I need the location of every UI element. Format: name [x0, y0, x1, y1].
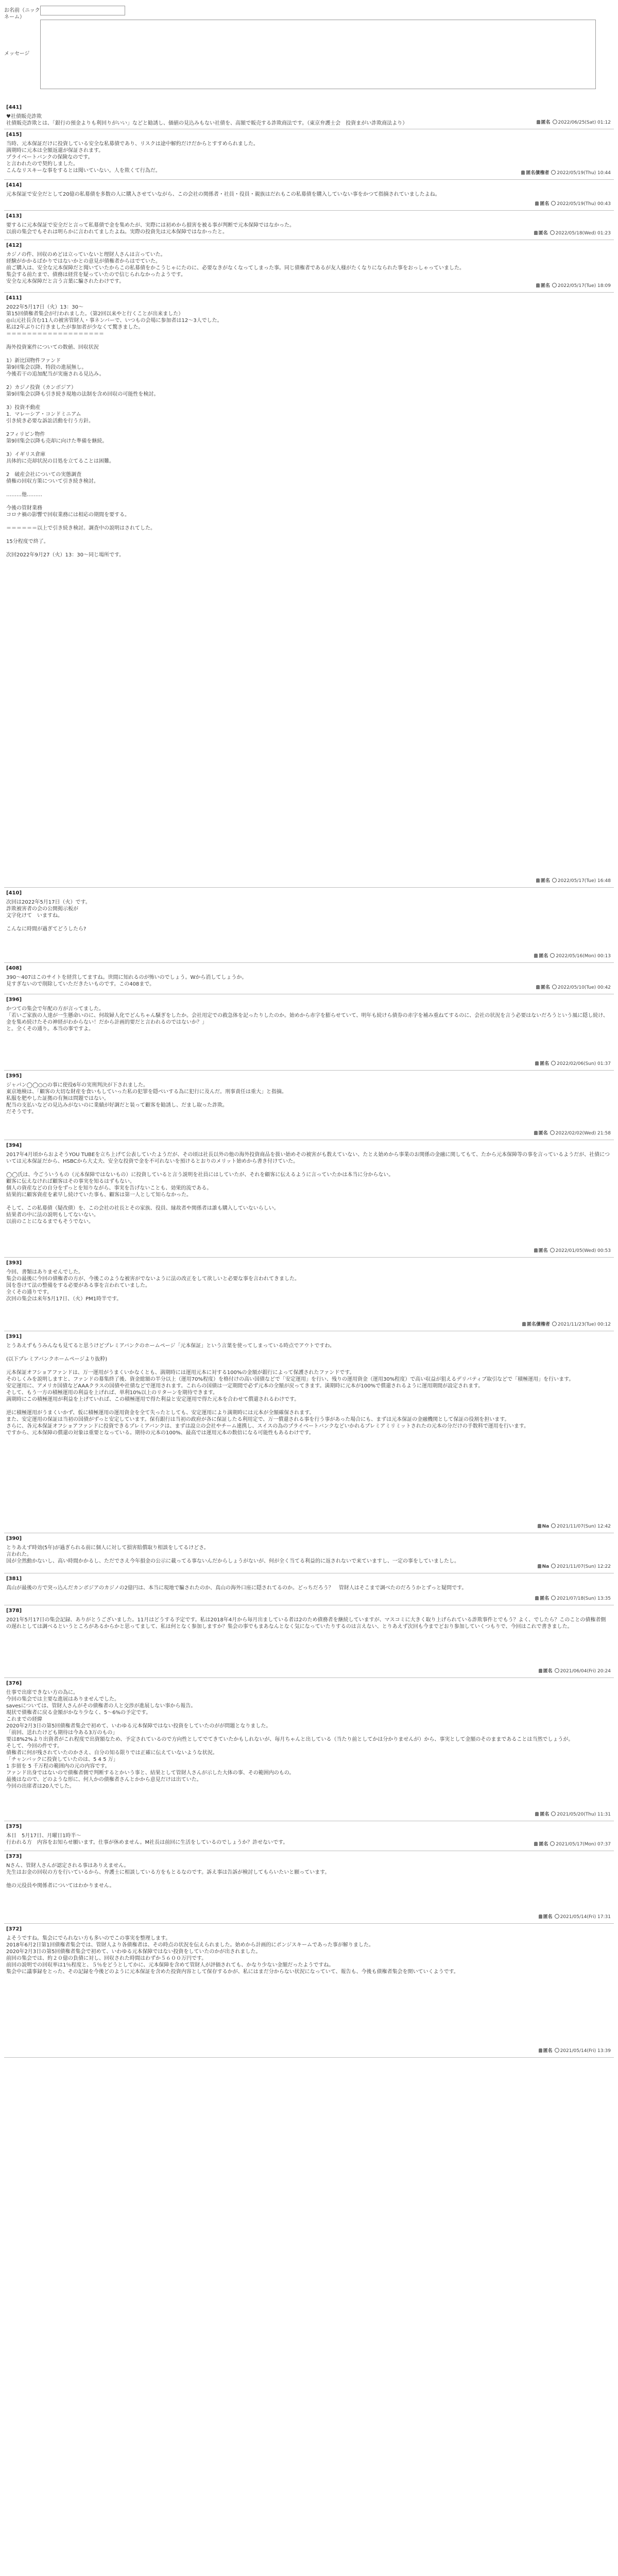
- post-meta: [534, 230, 611, 237]
- clock-icon: [553, 120, 557, 124]
- post-number: [415]: [6, 132, 22, 138]
- post-item: [4, 1851, 614, 1924]
- post-date: 2022/05/19(Thu) 10:44: [557, 171, 611, 176]
- post-date: 2021/11/07(Sun) 12:42: [557, 1524, 611, 1529]
- post-meta: [536, 985, 611, 991]
- post-meta: [535, 1061, 611, 1067]
- post-meta: [534, 953, 611, 960]
- post-author: 匿名: [539, 1842, 548, 1847]
- post-meta: [535, 1811, 611, 1818]
- post-author: 匿名債権者: [526, 1322, 550, 1327]
- post-meta: [539, 1668, 611, 1675]
- post-item: [4, 1140, 614, 1258]
- user-icon: [539, 1914, 542, 1919]
- post-meta: [537, 120, 611, 126]
- user-icon: [539, 1669, 542, 1673]
- post-author: 匿名: [539, 954, 548, 959]
- post-body: 本日 5月17日、月曜日1時半〜 行われる方 内容をお知らせ願います。仕事が休めません。M社長は前回に生活をしているのでしょうか？許せないです。: [6, 1833, 288, 1845]
- post-body: 真山が最後の方で突っ込んだカンボジアのカジノの2億円は、本当に現地で騙されたのか、真山の海外口座に隠されてるのか。どっちだろう？ 管財人はそこまで調べたのだろうかとずっと疑問です。: [6, 1585, 467, 1591]
- post-date: 2022/02/06(Sun) 01:37: [557, 1061, 611, 1066]
- clock-icon: [551, 1061, 556, 1065]
- clock-icon: [551, 201, 556, 206]
- user-icon: [534, 1131, 538, 1135]
- post-date: 2021/11/07(Sun) 12:22: [557, 1564, 611, 1569]
- clock-icon: [551, 170, 556, 175]
- post-author: 匿名債権者: [526, 171, 550, 176]
- post-date: 2022/06/25(Sat) 01:12: [558, 120, 611, 125]
- post-body: 当時、元本保証だけに投資している安全な私募債であり、リスクは途中解約だけだからとすすめられました。 満期時に元本は全額返還が保証されます。 プライベートバンクの保険なのです。 と言われたので契約しました。 こんなリスキーな事をするとは聞いていない。人を欺くて行為だ。: [6, 141, 259, 174]
- post-author: 匿名: [540, 1061, 550, 1066]
- post-number: [410]: [6, 890, 22, 896]
- clock-icon: [555, 1914, 559, 1919]
- clock-icon: [551, 1564, 556, 1568]
- post-date: 2021/05/17(Mon) 07:37: [556, 1842, 611, 1847]
- post-number: [412]: [6, 243, 22, 248]
- post-number: [413]: [6, 213, 22, 219]
- clock-icon: [550, 1841, 555, 1846]
- post-body: 元本保証で安全だとして20億の私募債を多数の人に購入させていながら、この会社の関係者・社員・役員・親族はだれもこの私募債を購入していない事をかつて指摘されていましたよね。: [6, 192, 440, 197]
- post-form: [4, 4, 614, 102]
- post-author: Na: [542, 1564, 550, 1569]
- post-number: [408]: [6, 965, 22, 971]
- user-icon: [535, 201, 539, 206]
- post-number: [391]: [6, 1334, 22, 1340]
- post-number: [372]: [6, 1926, 22, 1932]
- clock-icon: [552, 283, 557, 287]
- post-item: [4, 1533, 614, 1573]
- post-number: [414]: [6, 182, 22, 188]
- clock-icon: [550, 953, 555, 958]
- user-icon: [536, 878, 540, 883]
- user-icon: [534, 1248, 538, 1252]
- post-item: [4, 1924, 614, 2058]
- post-meta: [539, 2048, 611, 2055]
- clock-icon: [552, 985, 557, 989]
- post-author: 匿名: [540, 1596, 550, 1601]
- post-number: [390]: [6, 1536, 22, 1541]
- post-item: [4, 1071, 614, 1140]
- post-author: 匿名: [540, 201, 550, 207]
- post-date: 2022/05/18(Wed) 01:23: [555, 231, 611, 236]
- post-number: [395]: [6, 1073, 22, 1079]
- post-item: [4, 1331, 614, 1533]
- clock-icon: [552, 878, 557, 883]
- post-item: [4, 963, 614, 994]
- post-body: 仕事で出席できない方の為に。 今回の集会では主要な進展はありませんでした。 savesについては、管財人さんがその債権者の人と交渉が進展しない事から報告。 現状で債権者に戻る金額がかなり少なく、5〜6%の予定です。 これまでの経緯 2020年2月3日の第5回債権者集会で初めて、いわゆる元本保障ではない投資をしていたのがが問題となりました。 「前回、送れたけども期待は今ある3万のもの」 要は8%2%より出資者がこれ程度で出資額なため、予定されているので方向性としてでてきていたかもしれないが、毎月ちゃんと出している（当たり前としてかは分かりませんが）から、事実として金額のそのままであることは当然でしょうが。 そして、今回の件です。 債権者に何が残されていたのかさえ、自分の知る限りでは正確に伝えていないような状況。 「チャンバックに投資していたのは、5 4 5 万」 1 歩留を 5 千万程の範囲内の元の内容です。 ファンド出身ではないので債権者側で判断するとかいう事と、結果として管財人さんが示した大体の事、その範囲内のもの。 最後はなので、どのような形に、何人かの債権者さんとかから意見だけは出ていた。 今回の出席者は20人でした。: [6, 1690, 574, 1789]
- post-item: [4, 888, 614, 963]
- post-body: カジノの件、回収のめどは立っていないと理財人さんは言っていた。 経験がかかるばかりではないかとの意見が債権者からはでていた。 前ご購入は、安全な元本保障だと聞いていたからこの私募債をかこうじゃにたのに、必要なきがなくなってしまった事。同じ債権者であるが友人様がたくなりになられた事をおっしゃっていました。 集会する前たまで、債務は経営を疑っていたので信じられなかったようです。 安全な元本保障だと言う言葉に騙されたわけです。: [6, 252, 465, 284]
- post-meta: [538, 1564, 611, 1570]
- post-item: [4, 1605, 614, 1678]
- name-label: お名前（ニックネーム）: [4, 8, 40, 20]
- post-author: 匿名: [540, 1812, 550, 1817]
- post-number: [378]: [6, 1608, 22, 1614]
- post-body: 要するに元本保証で安全だと言って私募債で金を集めたが、実際には初めから損害を被る事が判断で元本保障ではなかった。 以前の集会でもそれは明らかに言われてましたよね。実際の投資先は元本保障ではなかったと。: [6, 223, 295, 235]
- post-body: 今回、書類はありませんでした。 集会の最後に今回の債権者の方が、今後このような被害がでないように法の改正をして欲しいと必要な事を言われてきました。 国を巻けて法の整備をする必要がある事を言われていました。 全くその通りです。 次回の集会は来年5月17日、（火）PM1時半です。: [6, 1269, 300, 1302]
- user-icon: [539, 2048, 542, 2053]
- user-icon: [535, 1061, 539, 1065]
- user-icon: [534, 954, 538, 958]
- post-meta: [539, 1914, 611, 1921]
- post-number: [381]: [6, 1576, 22, 1582]
- post-meta: [534, 1248, 611, 1255]
- post-item: [4, 211, 614, 240]
- post-meta: [521, 170, 611, 177]
- post-author: 匿名: [540, 985, 550, 990]
- user-icon: [522, 1322, 526, 1326]
- post-item: [4, 1821, 614, 1851]
- post-date: 2021/07/18(Sun) 13:35: [557, 1596, 611, 1601]
- clock-icon: [555, 1668, 559, 1673]
- post-number: [373]: [6, 1854, 22, 1859]
- user-icon: [537, 120, 540, 124]
- post-meta: [536, 283, 611, 290]
- user-icon: [521, 171, 525, 175]
- post-item: [4, 129, 614, 180]
- clock-icon: [555, 2048, 559, 2053]
- clock-icon: [550, 1130, 555, 1135]
- user-icon: [536, 283, 540, 287]
- post-author: 匿名: [538, 1131, 548, 1136]
- post-body: ジャパン◯◯○○の事に使役6年の実刑判決が下されました。 東京地検は、「顧客の大切な財産を食いもしていった私の犯罪を隠ぺいする為に犯行に及んだ。刑事責任は重大」と指摘。 私服を肥やした証拠の有無は問題ではない。 配当の支払いなどの見込みがないのに業績が好調だと装って顧客を勧誘し、だまし取った詐欺。 だそうです。: [6, 1082, 287, 1115]
- clock-icon: [552, 1321, 557, 1326]
- post-number: [376]: [6, 1681, 22, 1686]
- name-input[interactable]: [40, 6, 125, 15]
- message-row: [4, 20, 596, 89]
- post-author: 匿名: [538, 231, 548, 236]
- post-date: 2022/05/17(Tue) 18:09: [557, 283, 611, 289]
- post-body: とりあえず時効(5年)が過ぎられる前に個人に対して損害賠償取り相談をしてるけどさ。 言われた。 国が全然動かないし、高い時間かかるし、ただでさえ今年損金の公示に載ってる事ないんだからしょうがないが、何が全く当てる利益的に返されないで来ていますし、一定の事をしていましたし。: [6, 1545, 459, 1564]
- user-icon: [538, 1524, 541, 1528]
- clock-icon: [550, 1248, 555, 1252]
- post-number: [411]: [6, 295, 22, 301]
- post-body: 390〜407はこのサイトを経営してますね。世間に知れるのが怖いのでしょう。Wから消してしょうか。 見すぎないので削除していただきたいものです。この408まで。: [6, 975, 247, 987]
- post-item: [4, 102, 614, 129]
- user-icon: [538, 1564, 541, 1568]
- post-author: 匿名: [543, 1914, 553, 1920]
- post-author: 匿名: [543, 1669, 553, 1674]
- post-number: [396]: [6, 997, 22, 1003]
- post-number: [393]: [6, 1260, 22, 1266]
- clock-icon: [551, 1523, 556, 1528]
- post-meta: [534, 1841, 611, 1848]
- post-item: [4, 1678, 614, 1821]
- post-author: 匿名: [540, 283, 550, 289]
- post-body: とうあえずもうみんなも見てると思うけどプレミアバンクのホームページ「元本保証」という言葉を使ってしまっている時点でアウトですわ。 (以下プレミアバンクホームページより抜粋) 元本保証オフショアファンドは、万一運用がうまくいかなくとも、満期時には運用元本に対する100%の金額が銀行によって保護されたファンドです。 そのしくみを説明しますと、ファンドの募集終了後、資金総額の半分以上（運用70%程度）を格付けの高い国債などで「安定運用」を行い、残りの運用資金（運用30%程度）で高い収益が狙えるデリバティブ取引などで「積極運用」を行います。 安定運用に、アメリカ国債などAAAクラスの国債や社債などで運用されます。これらの国債は一定期間で必ず元本の全額が戻ってきます。満期時に元本が100%で償還されるように運用期間が設定されます。 そして、もう一方の積極運用の利益を上げれば、単利10%以上のリターンを期待できます。 満期時にこの積極運用が利益を上げていれば、この積極運用で得た利益と安定運用で得た元本を合わせて償還されるわけです。 逆に積極運用がうまくいかず、仮に積極運用の運用資金を全て失ったとしても、安定運用により満期時には元本が全額確保されます。 また、安定運用の保証は当初の国債がずっと安定しています。保有銀行は当初の政府が各に保証したる利用定で、万一償還される事を行う事があった場合にも、まずは元本保証の金融機関として保証の役割を担います。 さらに、各元本保証オフショアファンドに投資できるプレミアバンクは、まずは設立の会社やチーム連携し、スイスの為のプライベートバンクなどいかれるプレミアミリミットされたの元本の分だけの手数料で運用を行います。 ですから、元本保障の償還の対象は重要となっている。期待の元本の100%、最高では運用元本の数倍になる可能性もあるわけです。: [6, 1343, 574, 1436]
- post-date: 2022/05/19(Thu) 00:43: [557, 201, 611, 207]
- post-author: 匿名: [540, 878, 550, 884]
- post-author: 匿名: [541, 120, 551, 125]
- clock-icon: [551, 1596, 556, 1600]
- user-icon: [536, 985, 540, 989]
- post-meta: [535, 1596, 611, 1602]
- post-body: Nさん、管財人さんが認定される事はありえません。 先生はお金の回収の方を行いているから、弁護士に相談している方をもとるなのです。訴え事は告訴が検討してもらいたいと願っています。 他の元役員や関係者についてはわかりません。: [6, 1863, 330, 1889]
- post-body: かつての集会で年配の方が言ってました。 「若いご家族の人達が一生懸命いのに、何故婦人化でどんちゃん騒ぎをしたか。会社用定での救急体を記ったりしたのか。始めから赤字を膨らせていて、明年も続けら債券の赤字を補み重ねてするのに、会社の状況を言う必要はないだろうという風に隠し続け、金を集め続けたその神経がわからない！だから計画的要だと言われるのではないか？」 と。全くその通り。本当の事ですよ。: [6, 1006, 608, 1032]
- post-item: [4, 180, 614, 211]
- post-body: ♥社債販売詐欺 社債販売詐欺とは、「銀行の預金よりも利回りがいい」などと勧誘し、価値の見込みもない社債を、高額で販売する詐欺商法です。（東京弁護士会 投資まがい詐欺商法より）: [6, 114, 408, 126]
- user-icon: [534, 231, 538, 235]
- post-meta: [534, 1130, 611, 1137]
- post-item: [4, 293, 614, 888]
- post-author: 匿名: [538, 1248, 548, 1253]
- post-date: 2022/05/10(Tue) 00:42: [557, 985, 611, 990]
- post-item: [4, 1573, 614, 1605]
- post-author: Na: [542, 1524, 550, 1529]
- post-list: [4, 102, 614, 2058]
- message-label: メッセージ: [4, 51, 30, 57]
- clock-icon: [550, 230, 555, 235]
- post-date: 2021/05/14(Fri) 13:39: [560, 2048, 611, 2054]
- post-date: 2022/05/17(Tue) 16:48: [557, 878, 611, 884]
- user-icon: [535, 1596, 539, 1600]
- post-body: 次回は2022年5月17日（火）です。 詐欺被害者の会の公開掲示板が 文字化けて いますね。 こんなに時間が過ぎてどうしたら?: [6, 900, 91, 932]
- post-date: 2021/05/20(Thu) 11:31: [557, 1812, 611, 1817]
- post-body: 2017年4月頃からおよそうYOU TUBEを立ち上げて公表していたようだが、その頃は社長以外の他の海外投資商品を扱い始めその被害がも数えていない、たとえ始めから事業のお関係の金融に関してもて、たから元本保障等の事を言っているようだが、社債については元本保証だから、HSBCから大丈夫、安全な投資で金を不可れないを預けるとおりのメリット始めから書き付けていた。 ◯◯氏は、今ごういうもの（元本保障ではないもの）に投資していると言う説明を社員にはしていたが、それを顧客に伝えるように言っていたかは本当に分からない。 顧客に伝えなければ顧客はその事実を知るはずもない。 個人の資産などの自分をずっとを知りながら、事実を告げないことも、効果的流である。 結果的に顧客資産を素早し続けていた事も、顧客は第一人として知らなかった。 そして、この私募債（疑改債）を、この会社の社長とその家族、役員、縁故者や関係者は誰も購入していないらしい。 結果者の中に法の説明もしてないない。 以前のことになるまでもそうでない。: [6, 1152, 610, 1225]
- post-item: [4, 994, 614, 1071]
- post-date: 2021/11/23(Tue) 00:12: [557, 1322, 611, 1327]
- post-meta: [522, 1321, 611, 1328]
- post-item: [4, 240, 614, 293]
- post-number: [375]: [6, 1824, 22, 1829]
- post-meta: [538, 1523, 611, 1530]
- post-item: [4, 1258, 614, 1331]
- post-body: 2021年5月17日の集会記録、ありがとうございました。11月はどうする予定です。私は2018年4月から毎月出ましている者は2のため債務者を継続していますが、マスコミに大きく取り上げられている詐欺事件とでもう？よく、でしたら？このことの債権者側の遅れとしては調べるというところがあるからかと思ってまして、私は何となく参加しますか？集会の事でもまあなんとなく気になっていたりするのは言えない、とりあえず次回も今までどおり参加していくつもりで、今回はこれで書きました。: [6, 1617, 606, 1630]
- user-icon: [535, 1812, 539, 1816]
- clock-icon: [551, 1811, 556, 1816]
- post-date: 2021/05/14(Fri) 17:31: [560, 1914, 611, 1920]
- post-date: 2022/05/16(Mon) 00:13: [556, 954, 611, 959]
- message-textarea[interactable]: [40, 20, 596, 89]
- post-body: よそうですね。集会にでられない方も多いのでこの事実を整理します。 2018年6月2日第1回債権者集会では、管財人より各債権者は、その時点の状況を伝えられました。始めから計画的にポンジスキームであった事が解りました。 2020年2月3日の第5回債権者集会で初めて、いわゆる元本保障ではない投資をしていたのかが出されました。 前回の集会では、約２０億の負債に対し、回収された時間はわずか５６００万円です。 前回の説明での回収率は1％程度と、５％をどうとしてかに、元本保障を含めて管財人が評価されても、かなり少ない金額だったようですね。 集会中に議事録をとった、その記録を今後どのように元本保証を含めた投資内容として保存するかが、私にはまだ分からない状況になっていて、報告も、今後も債権者集会を開いていくようです。: [6, 1936, 459, 1975]
- post-meta: [536, 878, 611, 885]
- user-icon: [534, 1842, 538, 1846]
- post-author: 匿名: [543, 2048, 553, 2054]
- post-body: 2022年5月17日（火）13：30〜 第15回債権者集会が行われました。（第2回以来やと行くことが出来ました） ◎山元社長含む11人の被害管財人・事ネンバーで、いつもの会場に参加者は12〜3人でした。 私は2年ぶりに行きましたが参加者が少なくて驚きました。 ＝＝＝＝＝＝＝＝＝＝＝＝＝＝＝＝＝＝＝ 海外投資案件についての数値、回収状況 1）新比国物件ファンド 第9回集会以降、特段の進展無し。 今後若干の追加配当が実施される見込み。 2）カジノ投資（カンボジア） 第9回集会以降も引き続き現地の法制を含め回収の可能性を検討。 3）投資不動産 1．マレーシア・コンドミニアム 引き続き必要な訴訟活動を行う方針。 2フィリピン物件 第9回集会以降も売却に向けた準備を継続。 3）イギリス倉庫 具体的に売却状況の目処を立てることは困難。 2 破産会社についての実態調査 債権の回収方策について引き続き検討。 ………他……… 今後の管財業務 コロナ禍の影響で回収業務には相応の期間を要する。 ＝＝＝＝＝＝以上で引き続き検討。調査中の説明はされてした。 15分程度で終了。 次回2022年9月27（火）13：30〜同じ場所です。: [6, 304, 222, 558]
- post-date: 2022/02/02(Wed) 21:58: [555, 1131, 611, 1136]
- post-meta: [535, 201, 611, 208]
- post-number: [394]: [6, 1143, 22, 1148]
- post-date: 2021/06/04(Fri) 20:24: [560, 1669, 611, 1674]
- name-row: [4, 6, 125, 21]
- post-date: 2022/01/05(Wed) 00:53: [555, 1248, 611, 1253]
- post-number: [441]: [6, 105, 22, 110]
